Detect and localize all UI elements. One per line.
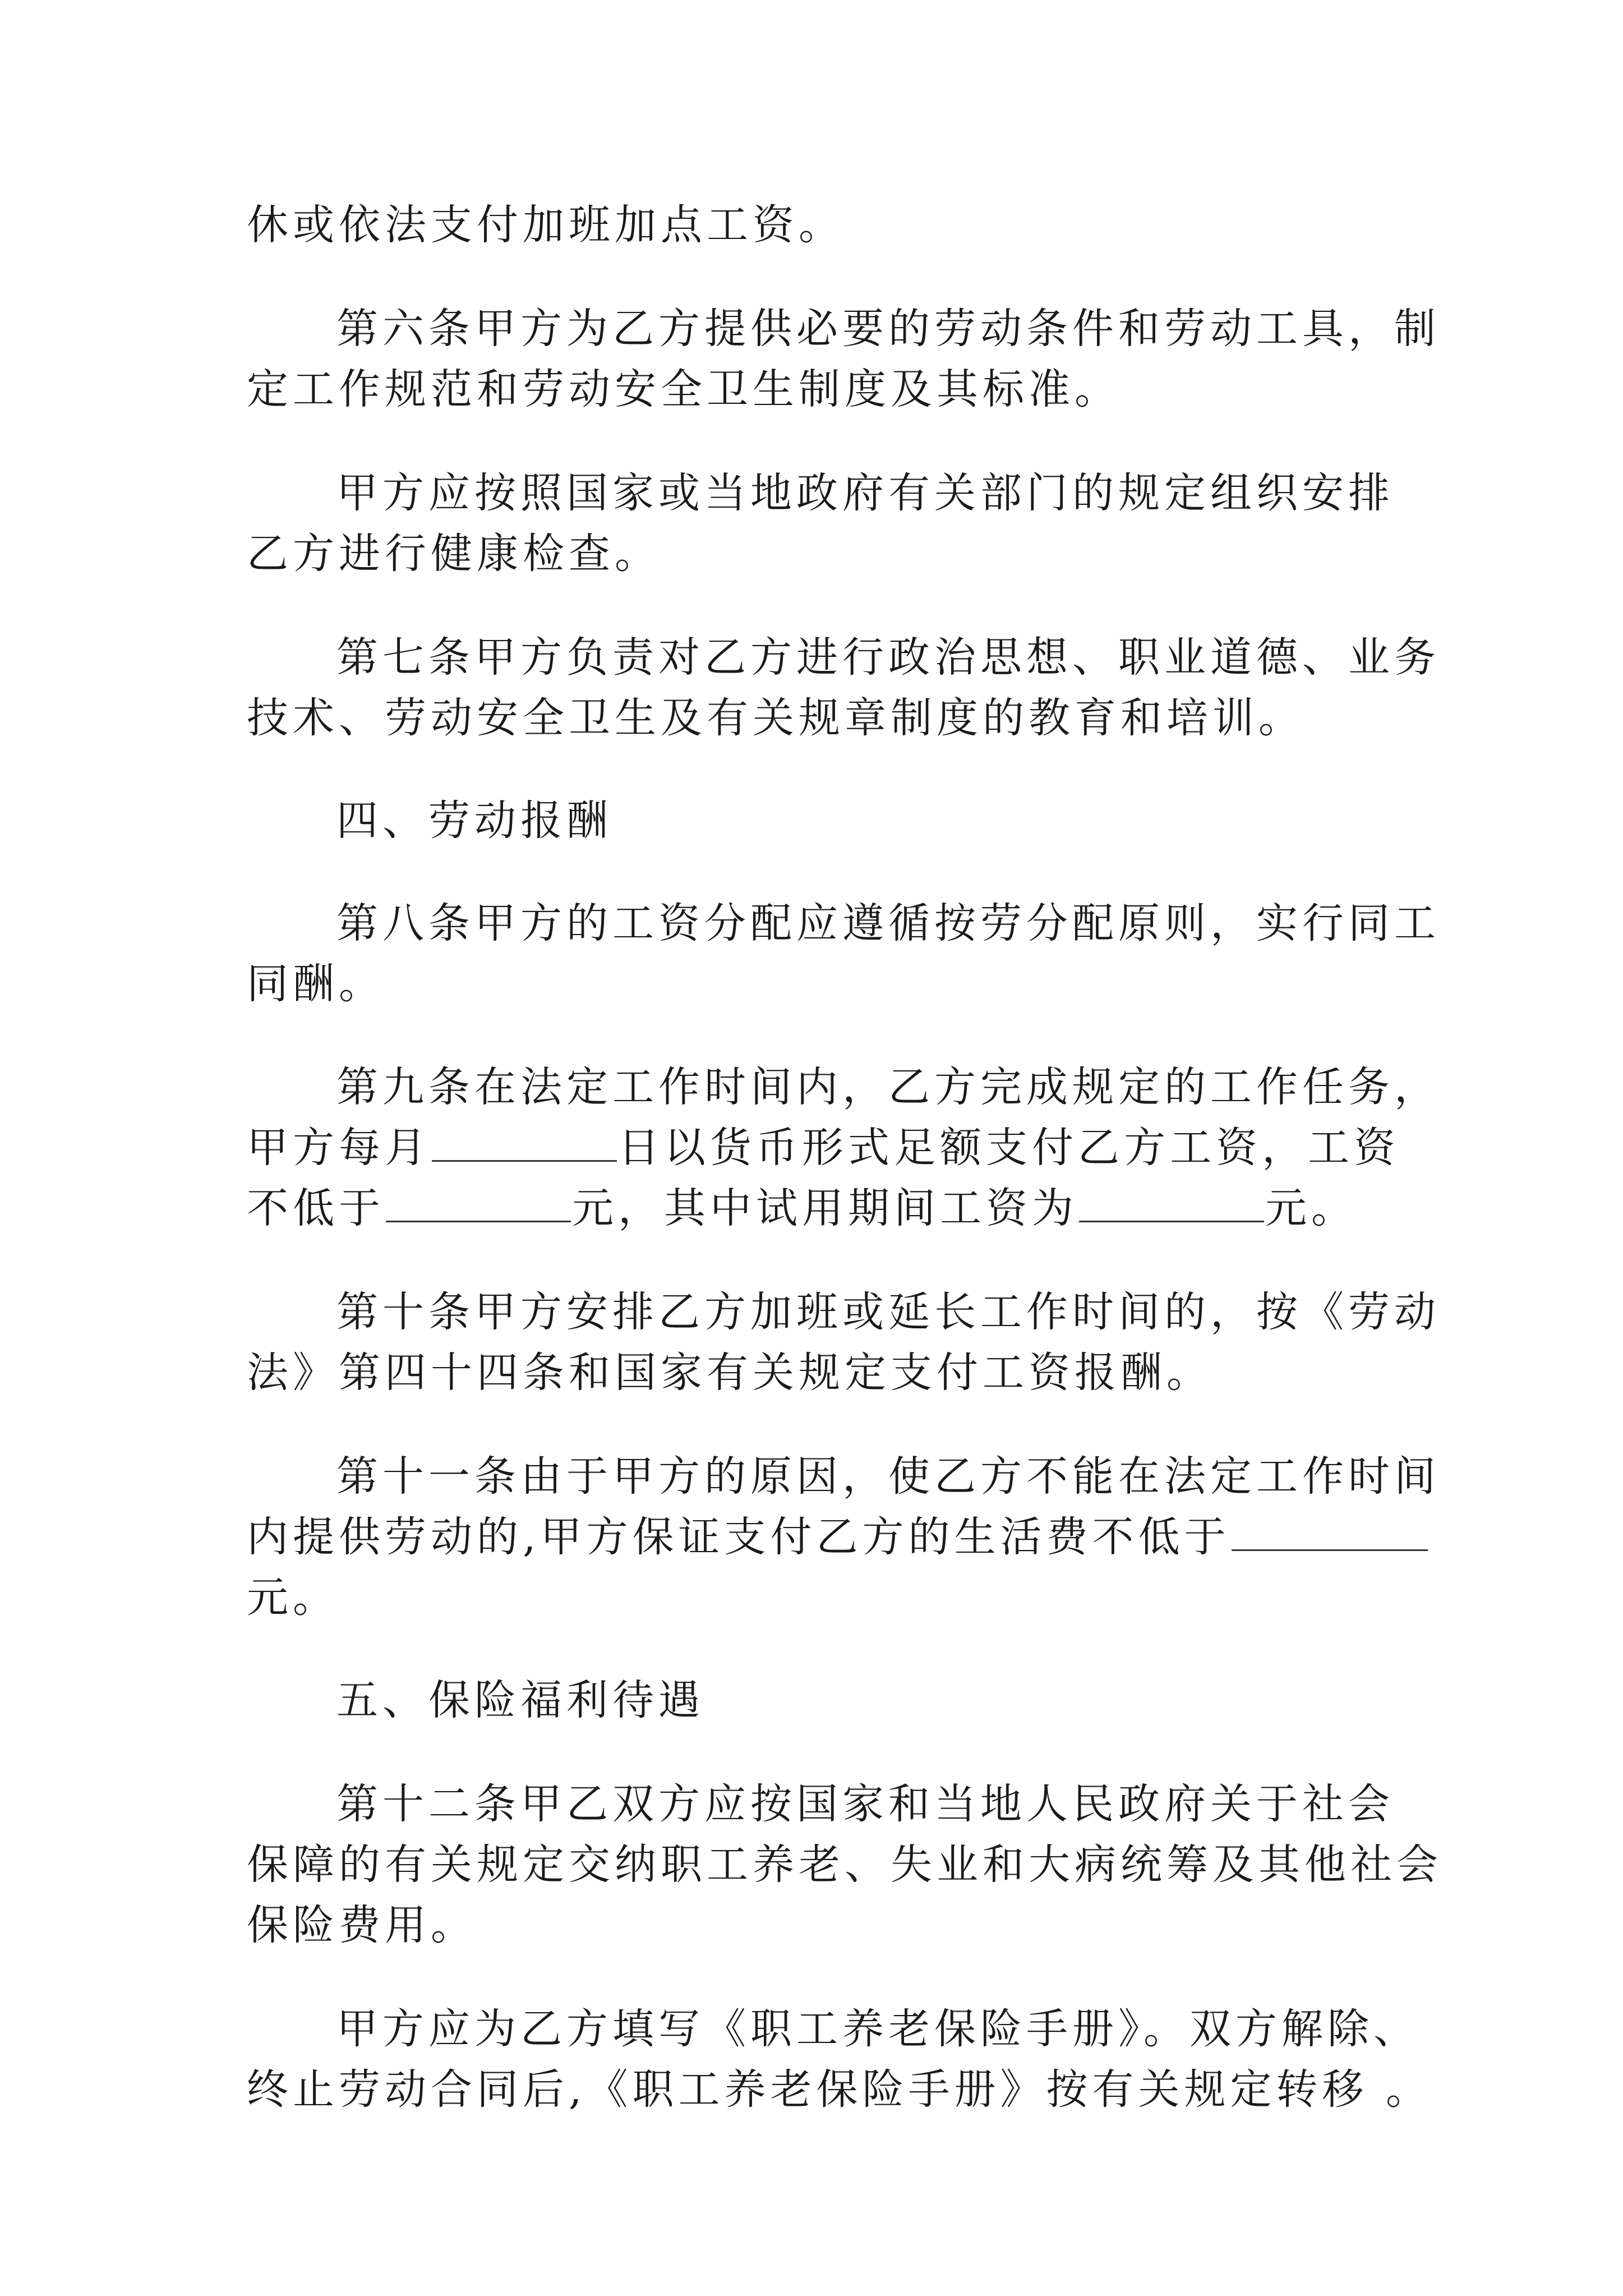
- text-segment: 不低于: [247, 1184, 385, 1232]
- article-12-line-2: 保障的有关规定交纳职工养老、失业和大病统筹及其他社会: [247, 1841, 1442, 1889]
- article-8-line-1: 第八条甲方的工资分配应遵循按劳分配原则，实行同工: [336, 899, 1440, 947]
- text-segment: 内提供劳动的,甲方保证支付乙方的生活费不低于: [247, 1513, 1230, 1561]
- article-10-line-2: 法》第四十四条和国家有关规定支付工资报酬。: [247, 1349, 1212, 1397]
- section-heading-4: 四、劳动报酬: [336, 797, 612, 845]
- article-7-line-2: 技术、劳动安全卫生及有关规章制度的教育和培训。: [247, 694, 1304, 742]
- text-segment: 甲方每月: [247, 1124, 431, 1172]
- text-line: 终止劳动合同后,《职工养老保险手册》按有关规定转移 。: [247, 2065, 1432, 2114]
- article-9-line-3: [247, 1182, 1357, 1234]
- article-12-line-1: 第十二条甲乙双方应按国家和当地人民政府关于社会: [336, 1780, 1394, 1828]
- section-heading-5: 五、保险福利待遇: [336, 1676, 704, 1724]
- article-6-line-1: 第六条甲方为乙方提供必要的劳动条件和劳动工具，制: [336, 305, 1440, 353]
- fill-in-blank-salary[interactable]: [386, 1187, 571, 1222]
- article-10-line-1: 第十条甲方安排乙方加班或延长工作时间的，按《劳动: [336, 1288, 1440, 1336]
- article-9-line-2: [247, 1122, 1400, 1174]
- article-7-line-1: 第七条甲方负责对乙方进行政治思想、职业道德、业务: [336, 633, 1440, 682]
- article-11-line-1: 第十一条由于甲方的原因，使乙方不能在法定工作时间: [336, 1452, 1440, 1501]
- article-12-line-3: 保险费用。: [247, 1901, 477, 1949]
- text-segment: 日以货币形式足额支付乙方工资，工资: [618, 1124, 1400, 1172]
- article-11-line-3: 元。: [247, 1573, 339, 1622]
- text-segment: 元，其中试用期间工资为: [572, 1184, 1078, 1232]
- text-line: 休或依法支付加班加点工资。: [247, 201, 845, 249]
- article-8-line-2: 同酬。: [247, 960, 385, 1008]
- text-line: 甲方应按照国家或当地政府有关部门的规定组织安排: [336, 469, 1394, 517]
- article-6-line-2: 定工作规范和劳动安全卫生制度及其标准。: [247, 365, 1121, 413]
- text-segment: 元。: [1265, 1184, 1357, 1232]
- text-line: 乙方进行健康检查。: [247, 530, 661, 578]
- fill-in-blank-living-allowance[interactable]: [1232, 1516, 1428, 1551]
- fill-in-blank-probation-salary[interactable]: [1079, 1187, 1264, 1222]
- article-9-line-1: 第九条在法定工作时间内，乙方完成规定的工作任务，: [336, 1063, 1440, 1111]
- article-11-line-2: [247, 1511, 1429, 1563]
- fill-in-blank-pay-day[interactable]: [432, 1126, 617, 1162]
- text-line: 甲方应为乙方填写《职工养老保险手册》。双方解除、: [336, 2005, 1419, 2053]
